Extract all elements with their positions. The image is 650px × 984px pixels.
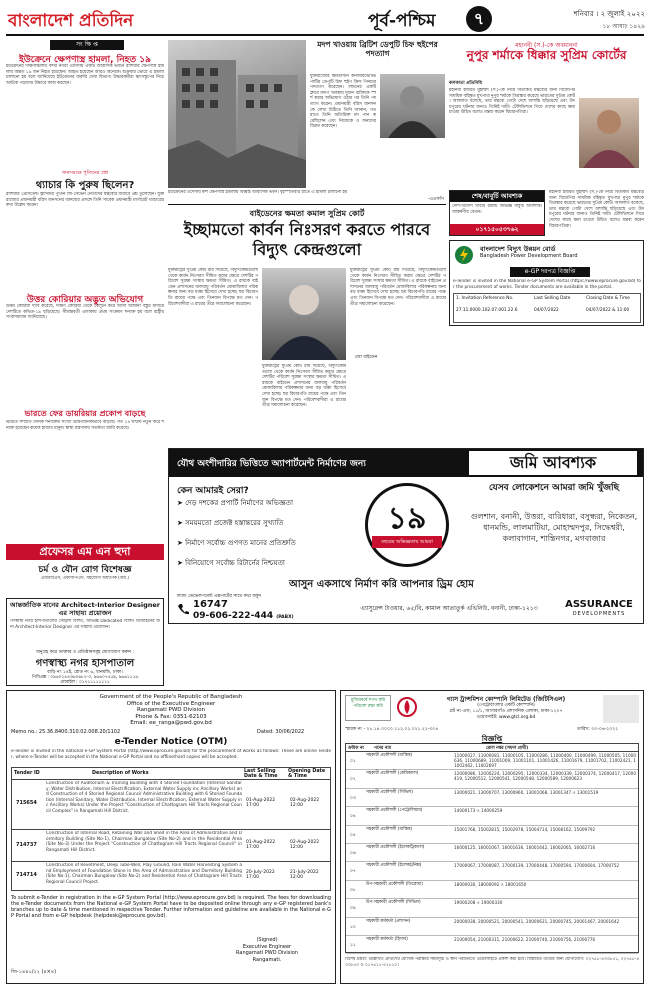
pwd-intro: e-Tender is invited in the national e-GP System Portal (http://www.eprocure.gov.bd) for the procurement of works as follows: These are online Tender, where e-Tender will be accepted in the National e-GP Portal and no offline/hard copies will be accepted.	[11, 749, 331, 760]
pwd-col-opening: Opening Date & Time	[288, 769, 326, 779]
uk-story-body: যুক্তরাজ্যের ক্ষমতাসীন কনজারভেটিভ পার্টির ডেপুটি চিফ হুইপ ক্রিস পিনচার পদত্যাগ করেছেন। লন্ডনের একটি ক্লাবে মদ্যপ অবস্থায় দুজন ব্যক্তিকে স্পর্শ করার অভিযোগ ওঠার পর তিনি পদত্যাগ করেন। প্রধানমন্ত্রী বরিস জনসনকে লেখা চিঠিতে তিনি জানান, গতরাতে তিনি অতিরিক্ত মদ পান করেছিলেন এবং নিজেকে ও অন্যদের বিব্রত করেছেন।	[310, 74, 376, 130]
ad-where-title: যেসব লোকেশনে আমরা জমি খুঁজছি	[488, 483, 620, 493]
story2-kicker: জনসমক্ষে পুতিনের প্রশ্ন	[62, 170, 108, 176]
assurance-ad	[168, 448, 644, 624]
gas-row-rolls: 15001768, 15002815, 15002978, 15004714, 15008162, 15009792	[454, 826, 596, 832]
gas-row-post: সহকারী প্রকৌশলী (পেট্রোলিয়াম)	[366, 808, 423, 814]
gas-col-rolls: রোল নম্বর (সফল প্রার্থী)	[486, 746, 529, 751]
ad-tagline: যৌথ অংশীদারির ভিত্তিতে অ্যাপার্টমেন্ট নির্মাণের জন্য	[177, 459, 366, 469]
gas-table-row	[346, 881, 638, 899]
phone-icon	[177, 603, 189, 615]
pwd-signature-line3: Rangamati PWD Division	[236, 950, 298, 956]
gas-table-row	[346, 899, 638, 917]
pwd-header-line1: Government of the People's Republic of Bangladesh	[99, 694, 243, 700]
bpdb-col-ref: 1. Invitation Reference No.	[456, 296, 514, 301]
gas-row-sl: ০৩	[350, 795, 356, 801]
pwd-row-desc: Construction of Revetment, Deep Tube-Well, Play Ground, Rain Water Harvesting System and Employment of Foundation Stone in the Area of Administrative and Dormitory Building (Site No-1), Chairman Bungalow (Site No-2) and Residential Area of Chattogram Hill Tracts Regional Council Project.	[46, 863, 242, 885]
gas-table-row	[346, 826, 638, 844]
doctor-name: প্রফেসর এম এন হুদা	[6, 544, 164, 560]
nupur-byline: কলকাতা প্রতিনিধি	[449, 81, 483, 86]
ad-address: এ্যাসুরেন্স টাওয়ার, ৬৫/বি, কামাল আতাতুর্ক এভিনিউ, বনানী, ঢাকা-১২১৩	[360, 605, 538, 612]
nupur-kicker: মহানবী (স.)-কে অবমাননা	[515, 42, 578, 49]
lead-kicker: বাইডেনের ক্ষমতা কমাল সুপ্রিম কোর্ট	[249, 209, 365, 218]
pwd-row	[12, 780, 330, 830]
story1-title: ইউক্রেনে ক্ষেপণাস্ত্র হামলা, নিহত ১৯	[19, 55, 151, 65]
gas-slogan: মুজিববর্ষে শপথ করি পরিবেশ রক্ষা করি	[351, 698, 385, 709]
gas-row-sl: ০১	[350, 759, 356, 764]
ad-why-title: কেন আমারই সেরা?	[177, 486, 249, 496]
gas-row-post: সহকারী কর্মকর্তা (হিসাব)	[366, 937, 408, 942]
hospital-address: বাড়ি নং ১৪ই, রোড নং ৬, ধানমন্ডি, ঢাকা।	[47, 670, 123, 675]
uk-story-title: মদপ খাওয়ায় ব্রিটিশ ডেপুটি চিফ হুইপের পদত্যাগ	[317, 40, 438, 58]
gas-row-post: সহকারী কর্মকর্তা (প্রশাসন)	[366, 918, 411, 924]
pwd-dated: Dated: 30/06/2022	[257, 729, 305, 735]
gas-row-rolls: 21000054, 21000311, 21000622, 21000740, 21000756, 21000776	[454, 937, 596, 942]
pwd-row-selling: 01-Aug-2022 17:00	[246, 840, 276, 850]
pwd-header	[7, 694, 335, 727]
lead-headline: ইচ্ছামতো কার্বন নিঃসরণ করতে পারবে বিদ্যুৎ কেন্দ্রগুলো	[183, 220, 431, 259]
ad-badge-text: বছরের অভিজ্ঞতায় আমরা	[372, 536, 442, 548]
pwd-col-desc: Description of Works	[92, 771, 149, 776]
ad-why-item-3: ➤ নির্মাণে সর্বোচ্চ গুণগত মানের প্রতিশ্রুতি	[177, 539, 296, 547]
story3-title: উত্তর কোরিয়ার অদ্ভুত অভিযোগ	[26, 295, 144, 305]
cook-classified	[449, 190, 545, 236]
bpdb-val-selling: 04/07/2022	[534, 308, 559, 313]
nupur-story	[449, 40, 644, 188]
gas-row-sl: ০৪	[350, 814, 356, 820]
gas-org: গ্যাস ট্রান্সমিশন কোম্পানি লিমিটেড (জিটিসিএল)	[446, 696, 566, 703]
masthead-logo	[8, 8, 188, 32]
pwd-header-line4: Phone & Fax: 0351-62103	[135, 713, 207, 720]
section-name: পূর্ব-পশ্চিম	[368, 11, 436, 31]
gas-table-row	[346, 789, 638, 807]
gas-row-rolls: 17000067, 17000087, 17000139, 17000448, 17000594, 17000604, 17000752	[454, 863, 620, 869]
mujib-logo	[345, 695, 391, 721]
bpdb-notice-title: e-GP দরপত্র বিজ্ঞপ্তি	[510, 267, 590, 277]
lead-body-col1: যুক্তরাষ্ট্রের সুপ্রিম কোর্ট রায় দিয়েছে, বিদ্যুৎকেন্দ্রগুলো থেকে কার্বন নিঃসরণ সীমিত করার ক্ষেত্রে দেশটির পরিবেশ সুরক্ষা সংস্থার ক্ষমতা সীমিত। এ রায়কে বাইডেন প্রশাসনের জলবায়ু পরিবর্তন মোকাবিলার পরিকল্পনার জন্য বড় ধাক্কা হিসেবে দেখা হচ্ছে। ছয় বিচারপতি রায়ের পক্ষে এবং তিনজন বিপক্ষে মত দেন। পরিবেশবাদীরা এ রায়ের তীব্র সমালোচনা করেছেন।	[168, 268, 258, 307]
pwd-row-opening: 02-Aug-2022 12:00	[290, 798, 320, 808]
pwd-title: e-Tender Notice (OTM)	[114, 737, 228, 747]
pwd-header-line5: Email: ee_ranga@pwd.gov.bd	[130, 720, 212, 726]
gas-col-post: পদের নাম	[374, 746, 391, 751]
gas-row-rolls: 13000021, 13000707, 13000960, 13001068, 13001347 ও 13001519	[454, 789, 599, 795]
bpdb-val-ref: 27.11.0000.102.07.001.22.6	[456, 308, 518, 313]
pwd-row	[12, 830, 330, 862]
pwd-header-line2: Office of the Executive Engineer	[126, 700, 216, 707]
uk-story	[310, 40, 445, 188]
pwd-signature	[207, 937, 327, 963]
nupur-body-continued: মহানবী হজরত মুহাম্মদ (স.)-কে নিয়ে বিতর্কিত মন্তব্যের জন্য বিজেপির সাময়িক বহিষ্কৃত মুখপাত্র নুপুর শর্মাকে তিরস্কার করেছে ভারতের সুপ্রিম কোর্ট। আদালত বলেছে, তার মন্তব্যে গোটা দেশে অশান্তি ছড়িয়েছে এবং উদয়পুরের ঘটনার জন্যও তিনিই দায়ী। টেলিভিশনে গিয়ে দেশের কাছে ক্ষমা চাওয়া উচিত বলেও মন্তব্য করেন বিচারপতিরা।	[549, 190, 644, 229]
ukraine-photo-caption: ইউক্রেনের ওদেসায় রুশ ক্ষেপণাস্ত্র হামলায় বিধ্বস্ত আবাসিক ভবন। বৃহস্পতিবার রাতে এ হামলা চালানো হয়	[168, 190, 348, 195]
hospital-mobile: মোবাইল : ০১৭১১১১১১১১	[60, 680, 110, 685]
page-number-badge	[466, 6, 492, 32]
person-portrait-icon	[380, 74, 445, 138]
masthead-rule	[6, 34, 644, 36]
gas-table-row	[346, 807, 638, 825]
gas-row-sl: ০২	[350, 777, 356, 783]
gas-title: বিজ্ঞপ্তি	[481, 735, 503, 743]
ad-brand: ASSURANCE	[565, 599, 633, 610]
ad-phone2[interactable]: 09-606-222-444 (PABX)	[193, 611, 294, 621]
story4-body: ভারতে সম্প্রতি দৈনিক শনাক্তের সংখ্যা উদ্বেগজনকভাবে বাড়ছে। গত ২৪ ঘণ্টায় নতুন করে শনাক্ত হয়েছেন কয়েক হাজার মানুষ। স্বাস্থ্য মন্ত্রণালয় সতর্কতা জারি করেছে।	[6, 420, 164, 431]
national-emblem	[603, 695, 639, 723]
hospital-body: গণস্বাস্থ্য নগর হাসপাতালের সেন্ট্রাল বিল্ডিং, অভিজ্ঞ Dedicated বিল্ডিং ডিজাইনের জন্য Architect-Interior Designer এর সাহায্য প্রয়োজন।	[10, 619, 160, 630]
ad-brand-box	[559, 597, 639, 621]
pwd-row-id: 714714	[16, 872, 37, 878]
bpdb-col-selling: Last Selling Date	[534, 296, 571, 301]
pwd-footer: To submit e-Tender in registration in the e-GP System Portal (http://www.eprocure.gov.bd) is required. The fees for downloading the e-Tender documents from the National e-GP System Portal have to be deposited online through any e-GP registered bank's branches up to date & time mentioned in respective Tender. Further information and guideline are available in the National e-GP Portal and from e-GP helpdesk (helpdesk@eprocure.gov.bd).	[11, 895, 331, 919]
bpdb-table	[453, 293, 641, 323]
lead-body-col2: যুক্তরাষ্ট্রের সুপ্রিম কোর্ট রায় দিয়েছে, বিদ্যুৎকেন্দ্রগুলো থেকে কার্বন নিঃসরণ সীমিত করার ক্ষেত্রে দেশটির পরিবেশ সুরক্ষা সংস্থার ক্ষমতা সীমিত। এ রায়কে বাইডেন প্রশাসনের জলবায়ু পরিবর্তন মোকাবিলার পরিকল্পনার জন্য বড় ধাক্কা হিসেবে দেখা হচ্ছে। ছয় বিচারপতি রায়ের পক্ষে এবং তিনজন বিপক্ষে মত দেন। পরিবেশবাদীরা এ রায়ের তীব্র সমালোচনা করেছেন।	[262, 364, 346, 409]
story2-title: থ্যাচার কি পুরুষ ছিলেন?	[35, 180, 135, 191]
pwd-row-desc: Construction of Auditorium & Training Building with 4 Storied Foundation (Internal Sanitary, Water Distribution, Internal Electrification, External Water Supply inc Ancillary Works) and Construction of 4 Storied Regional Council Administrative Building with 6 Storied Foundation (Internal Sanitary, Water Distribution, Internal Electrification, External Water Supply inc Ancillary Works) Under the Project "Construction of Chattogram Hill Tracts Regional Council Complex" in Rangamati Hill District.	[46, 781, 242, 814]
bpdb-tender	[449, 240, 644, 326]
col1	[6, 40, 164, 540]
nupur-headline: নুপুর শর্মাকে ধিক্কার সুপ্রিম কোর্টের	[466, 48, 627, 62]
doctor-specialty: চর্ম ও যৌন রোগ বিশেষজ্ঞ	[38, 565, 132, 575]
gas-table-row	[346, 770, 638, 788]
gas-date: তারিখ: ৩০-০৬-২০২২	[577, 727, 619, 732]
gas-row-rolls: 14000173 ও 14000259	[454, 808, 503, 814]
ukraine-photo-credit: -এএফপি	[427, 197, 444, 202]
gas-row-post: উপ-সহকারী প্রকৌশলী (ডিপ্লোমা)	[366, 881, 423, 887]
ad-cta: আসুন একসাথে নির্মাণ করি আপনার ড্রিম হোম	[289, 579, 474, 590]
page-number: ৭	[473, 9, 485, 28]
hospital-ad	[6, 598, 164, 686]
logo-text: বাংলাদেশ প্রতিদিন	[8, 11, 134, 31]
cook-classified-title: শেষ/বাবুর্চি আবশ্যক	[450, 191, 544, 202]
gas-table-row	[346, 752, 638, 770]
gas-address: প্লট নং-এফ, ১১/১, আগারগাঁও প্রশাসনিক এলাকা, ঢাকা-১২০৭	[449, 709, 563, 714]
ruined-building-illustration	[168, 40, 306, 188]
pwd-header-line3: Rangamati PWD Division	[136, 707, 206, 713]
ad-phone1[interactable]: 16747	[193, 599, 228, 610]
gas-col-sl: ক্রমিক নং	[348, 746, 365, 751]
gas-row-sl: ০৭	[350, 869, 356, 875]
pwd-signature-line1: (Signed)	[256, 937, 278, 943]
gas-row-rolls: 18000030, 18000092 ও 18001650	[454, 881, 527, 887]
gas-table-row	[346, 862, 638, 880]
gas-row-post: সহকারী প্রকৌশলী (ইলেকট্রিক্যাল)	[366, 845, 425, 850]
gas-row-post: সহকারী প্রকৌশলী (যান্ত্রিক)	[366, 826, 413, 832]
gas-row-sl: ০৬	[350, 851, 356, 856]
gas-row-rolls: 16000125, 16001067, 16001636, 16001642, 16002065, 16002716	[454, 845, 596, 850]
doctor-ad	[6, 544, 164, 594]
pwd-table	[11, 767, 331, 891]
hospital-phone: পিবিএক্স : ০৯৬০২৪৪৩৬০৬৮২-৩, ৯৬৬০৭৫৫৯, ৯৬৬১১১৬	[31, 675, 139, 680]
pwd-notice	[6, 690, 336, 984]
lead-rule	[168, 204, 446, 205]
ad-badge	[365, 483, 449, 567]
pwd-row	[12, 862, 330, 890]
pincher-photo	[380, 74, 445, 138]
gtcl-logo-icon	[397, 697, 417, 717]
gas-row-post: সহকারী প্রকৌশলী (যান্ত্রিক)	[366, 753, 413, 758]
ad-contact-label: ল্যান্ড ডেভেলপমেন্ট এক্সপার্টের সাথে কথা বলুন	[177, 594, 261, 599]
ad-badge-number: ১৯	[387, 501, 427, 536]
ad-locations: গুলশান, বনানী, উত্তরা, বারিধারা, বসুন্ধরা, নিকেতন, ধানমন্ডি, লালমাটিয়া, মোহাম্মদপুর, সিদ্ধেশ্বরী, কলাবাগান, শান্তিনগর, মগবাজার	[470, 512, 638, 543]
gas-table-row	[346, 844, 638, 862]
ad-brand-sub: DEVELOPMENTS	[572, 611, 626, 617]
lead-body-col3: যুক্তরাষ্ট্রের সুপ্রিম কোর্ট রায় দিয়েছে, বিদ্যুৎকেন্দ্রগুলো থেকে কার্বন নিঃসরণ সীমিত করার ক্ষেত্রে দেশটির পরিবেশ সুরক্ষা সংস্থার ক্ষমতা সীমিত। এ রায়কে বাইডেন প্রশাসনের জলবায়ু পরিবর্তন মোকাবিলার পরিকল্পনার জন্য বড় ধাক্কা হিসেবে দেখা হচ্ছে। ছয় বিচারপতি রায়ের পক্ষে এবং তিনজন বিপক্ষে মত দেন। পরিবেশবাদীরা এ রায়ের তীব্র সমালোচনা করেছেন।	[350, 268, 446, 307]
story2-body: রাশিয়ার প্রেসিডেন্ট ভ্লাদিমির পুতিন জি-সেভেন নেতাদের মন্তব্যের জবাবে প্রশ্ন তুলেছেন। যুক্তরাজ্যের প্রধানমন্ত্রী বরিস জনসনের বক্তব্যের প্রসঙ্গে তিনি সাবেক প্রধানমন্ত্রী মার্গারেট থ্যাচারের কথা উল্লেখ করেন।	[6, 192, 164, 209]
hospital-top: আন্তর্জাতিক মানের Architect-Interior Designer এর সাহায্য প্রয়োজন	[10, 601, 160, 617]
date-line: শনিবার । ২ জুলাই ২০২২	[573, 10, 645, 18]
pwd-row-selling: 01-Aug-2022 17:00	[246, 798, 276, 808]
ukraine-photo	[168, 40, 306, 188]
gas-table	[345, 743, 639, 953]
gas-org-sub: (পেট্রোবাংলার একটি কোম্পানি)	[477, 703, 535, 708]
pwd-row-opening: 21-July-2022 12:00	[290, 870, 319, 880]
gas-memo: স্মারক নং - ২৮.১৪.০০০০.১১২.০২.০২১.২২-৩০৪	[345, 727, 439, 732]
person-portrait-icon	[579, 98, 639, 168]
gas-row-post: সহকারী প্রকৌশলী (ইলেকট্রনিক্স)	[366, 863, 422, 869]
pwd-signature-line4: Rangamati.	[252, 956, 282, 963]
pwd-table-header	[12, 768, 330, 780]
person-portrait-icon	[262, 268, 346, 360]
pwd-row-desc: Construction of Internal Road, Retaining Wall and Shed in the Area of Administrative and Dormitory Building (Site No-1), Chairman Bungalow (Site No-2) and in the Residential Area (Site No-3) Under the Project "Construction of Chattogram Hill Tracts Regional Council" in Rangamati Hill District.	[46, 831, 242, 853]
story3-body: উত্তর কোরিয়া দাবি করেছে, দক্ষিণ কোরিয়া থেকে বেলুনে করে আসা অজানা বস্তুর মাধ্যমে দেশটিতে কভিড-১৯ ছড়িয়েছে। সীমান্তবর্তী এলাকায় প্রথম সংক্রমণ শনাক্ত হয় বলে রাষ্ট্রীয় সংবাদমাধ্যম জানিয়েছে।	[6, 304, 164, 321]
ad-why-item-1: ➤ দেড় দশকের প্রপার্টি নির্মাণের অভিজ্ঞতা	[177, 499, 293, 507]
ad-header-band	[169, 449, 643, 477]
gas-row-post: সহকারী প্রকৌশলী (কেমিক্যাল)	[366, 771, 419, 777]
cook-classified-body: দেশি-বিদেশি খাবার রান্নায় অভিজ্ঞ বাবুর্চি আবশ্যক। আকর্ষণীয় বেতন।	[452, 204, 542, 215]
gas-row-rolls: 20000038, 20000521, 20000541, 20000631, 20000745, 20001467, 20001642	[454, 918, 620, 924]
bpdb-val-closing: 04/07/2022 & 11:00	[586, 308, 630, 313]
gas-row-rolls: 19000208 ও 19000330	[454, 900, 503, 906]
pwd-row-id: 715654	[16, 800, 37, 806]
story4-title: ভারতে ফের ডায়রিয়ার প্রকোপ বাড়ছে	[24, 409, 146, 418]
ad-why-item-4: ➤ বিনিয়োগে সর্বোচ্চ রিটার্নের নিশ্চয়তা	[177, 559, 285, 567]
masthead	[0, 0, 650, 38]
gas-notice	[340, 690, 644, 984]
bpdb-org-line1: বাংলাদেশ বিদ্যুৎ উন্নয়ন বোর্ড	[480, 245, 556, 253]
gas-row-sl: ১০	[350, 924, 356, 930]
bangla-date: ১৮ আষাঢ় ১৪২৯	[602, 23, 645, 30]
kicker-bar	[50, 40, 124, 50]
gas-footer: বিশেষ দ্রষ্টব্য: উল্লিখিত প্রার্থীদের মৌখিক পরীক্ষার সময়সূচি ও স্থান পরবর্তীতে ওয়েবসাইটে প্রকাশ করা হবে। বিস্তারিত তথ্যের জন্য যোগাযোগ: ০২৭৫৮-৪৩৩৮৫১, ০২৭৫৮-৪৩৩৮৫৩ ও ০১৭৫১১-৫২৮১০।	[345, 957, 639, 968]
pwd-signature-line2: Executive Engineer	[242, 943, 292, 950]
gas-row-sl: ০৫	[350, 832, 356, 838]
cook-classified-phone: ০১৭১৫০৫৩৭৬২	[450, 224, 544, 235]
biden-photo	[262, 268, 346, 360]
pwd-row-selling: 20-July-2022 17:00	[246, 870, 275, 880]
bpdb-logo-icon	[454, 245, 474, 265]
story1-body: ইউক্রেনের দক্ষিণাঞ্চলীয় বন্দর নগরী ওদেসায় একটি আবাসিক ভবনে রাশিয়ার ক্ষেপণাস্ত্র হামলায় অন্তত ১৯ জন নিহত হয়েছেন। আহত হয়েছেন আরও অনেকে। শুক্রবার ভোরে এ হামলা চালানো হয় বলে জানিয়েছে ইউক্রেনের জরুরি সেবা বিভাগ। উদ্ধারকর্মীরা ধ্বংসস্তূপের নিচে আটকে পড়াদের উদ্ধারে কাজ করছেন।	[6, 64, 164, 86]
gas-row-post: উপ-সহকারী প্রকৌশলী (সিভিল)	[366, 900, 421, 906]
kicker: সং ক্ষি প্ত	[76, 41, 98, 48]
ad-why-item-2: ➤ সময়মতো প্রজেক্ট হস্তান্তরের সুখ্যাতি	[177, 519, 284, 527]
pwd-col-selling: Last Selling Date & Time	[244, 769, 278, 779]
gas-row-sl: ১১	[350, 943, 356, 948]
gas-website[interactable]: ওয়েবসাইট: www.gtcl.org.bd	[476, 715, 536, 720]
pwd-ref: জি-১৪৪০/২২ (৪×৪)	[11, 969, 57, 975]
bpdb-body: e-Tender is invited in the National e-GP System Portal (https://www.eprocure.gov.bd) for the procurement of works. Tender documents are available in the portal.	[453, 279, 641, 290]
gas-table-header	[346, 744, 638, 752]
pwd-row-id: 714737	[16, 842, 37, 848]
gas-table-row	[346, 936, 638, 954]
hospital-contact-line: অনুগ্রহ করে ডাক্তার ও প্রতিষ্ঠানসমূহ যোগাযোগ করুন :	[35, 650, 135, 655]
gas-row-sl: ০৯	[350, 906, 356, 912]
nupur-photo	[579, 98, 639, 168]
gas-row-rolls: 11000027, 11000081, 11000105, 11000286, 11000400, 11000499, 11000505, 11000636, 11000689, 11001009, 11001101, 11001426, 11001679, 11001702, 11002421, 11002462, 11002697	[454, 753, 636, 768]
nupur-body: মহানবী হজরত মুহাম্মদ (স.)-কে নিয়ে বিতর্কিত মন্তব্যের জন্য বিজেপির সাময়িক বহিষ্কৃত মুখপাত্র নুপুর শর্মাকে তিরস্কার করেছে ভারতের সুপ্রিম কোর্ট। আদালত বলেছে, তার মন্তব্যে গোটা দেশে অশান্তি ছড়িয়েছে এবং উদয়পুরের ঘটনার জন্যও তিনিই দায়ী। টেলিভিশনে গিয়ে দেশের কাছে ক্ষমা চাওয়া উচিত বলেও মন্তব্য করেন বিচারপতিরা।	[449, 88, 575, 116]
pwd-col-id: Tender ID	[14, 771, 40, 776]
pwd-memo: Memo no.: 25.36.8400.310.02.008.20/1102	[11, 729, 121, 735]
gas-row-sl: ০৮	[350, 887, 356, 893]
biden-caption: জো বাইডেন	[354, 355, 378, 360]
bpdb-org-line2: Bangladesh Power Development Board	[480, 253, 578, 259]
gas-row-post: সহকারী প্রকৌশলী (সিভিল)	[366, 789, 413, 795]
ad-headline: জমি আবশ্যক	[469, 451, 637, 475]
gas-table-row	[346, 918, 638, 936]
bpdb-col-closing: Closing Date & Time	[586, 296, 630, 301]
doctor-details: এমবিবিএস, এফসিপিএস, সহযোগী অধ্যাপক (অব.)	[41, 576, 129, 581]
pwd-row-opening: 02-Aug-2022 12:00	[290, 840, 320, 850]
gas-row-rolls: 12000086, 12000224, 12000295, 12000334, 12000339, 12000374, 12000417, 12000419, 12000512, 12000541, 12000548, 12000589, 12000623	[454, 771, 636, 782]
hospital-name: গণস্বাস্থ্য নগর হাসপাতাল	[35, 658, 135, 669]
